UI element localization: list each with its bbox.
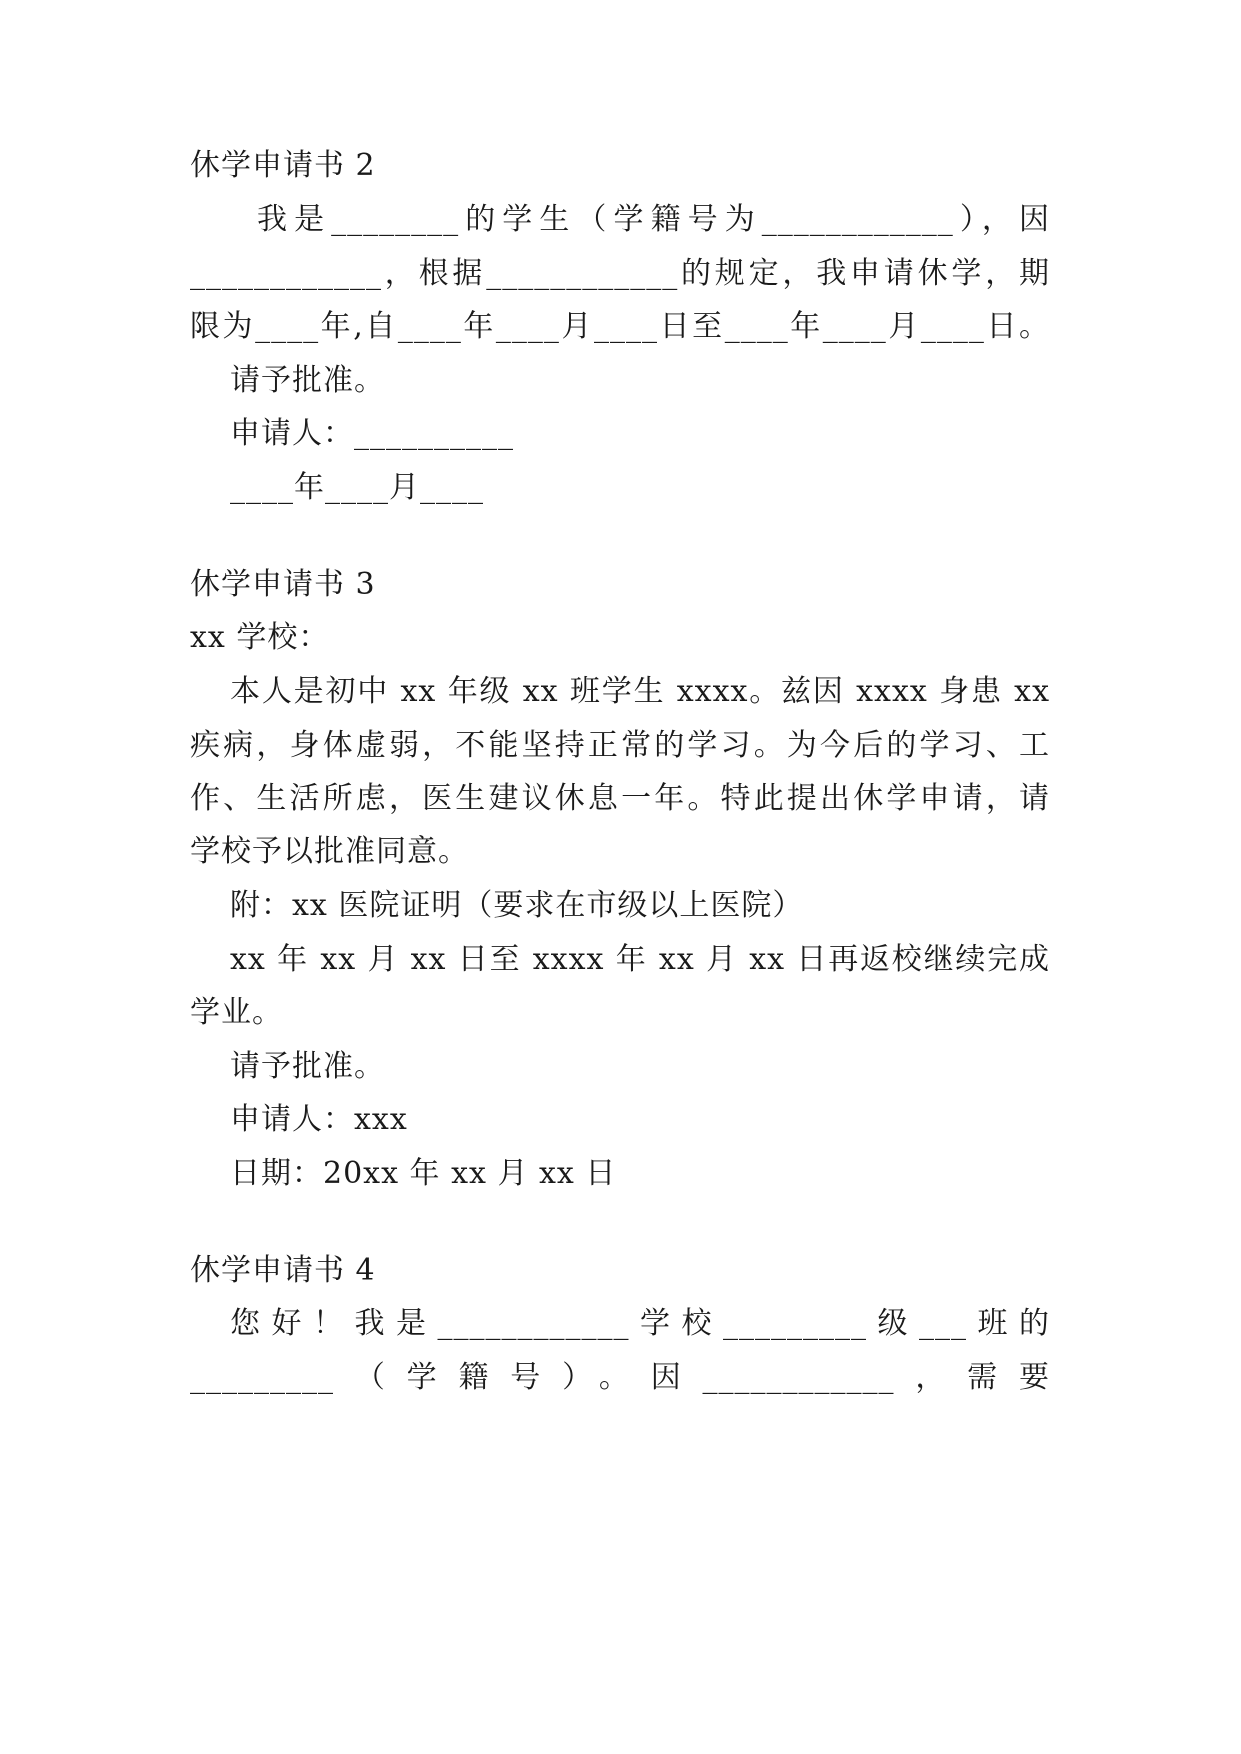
section3-date: 日期：20xx 年 xx 月 xx 日 [230, 1156, 617, 1191]
section3-paragraph-line: 学业。 [190, 995, 283, 1030]
section2-date: ____年____月____ [230, 470, 484, 505]
section2-paragraph-line: 我是________的学生（学籍号为____________），因 [257, 202, 1050, 237]
section4-paragraph-line: 您好！我是____________学校_________级___班的 [230, 1306, 1050, 1341]
section3-title: 休学申请书 3 [190, 567, 376, 602]
section3-paragraph-line: 疾病，身体虚弱，不能坚持正常的学习。为今后的学习、工 [190, 728, 1050, 763]
section2-paragraph-line: ____________，根据____________的规定，我申请休学，期 [190, 256, 1050, 291]
section3-paragraph-line: 学校予以批准同意。 [190, 834, 469, 869]
section3-salutation: xx 学校： [190, 620, 330, 655]
section3-paragraph-line: xx 年 xx 月 xx 日至 xxxx 年 xx 月 xx 日再返校继续完成 [230, 942, 1050, 977]
section2-paragraph-line: 限为____年,自____年____月____日至____年____月____日。 [190, 309, 1050, 344]
section3-paragraph-line: 作、生活所虑，医生建议休息一年。特此提出休学申请，请 [190, 781, 1050, 816]
section2-approve: 请予批准。 [230, 363, 385, 398]
section2-applicant: 申请人：__________ [230, 416, 514, 451]
section3-applicant: 申请人：xxx [230, 1102, 408, 1137]
section2-title: 休学申请书 2 [190, 148, 376, 183]
section3-approve: 请予批准。 [230, 1049, 385, 1084]
section3-paragraph-line: 本人是初中 xx 年级 xx 班学生 xxxx。兹因 xxxx 身患 xx [230, 674, 1050, 709]
section4-paragraph-line: _________（学籍号）。因____________，需要 [190, 1360, 1050, 1395]
section4-title: 休学申请书 4 [190, 1253, 376, 1288]
section3-attachment: 附：xx 医院证明（要求在市级以上医院） [230, 888, 804, 923]
